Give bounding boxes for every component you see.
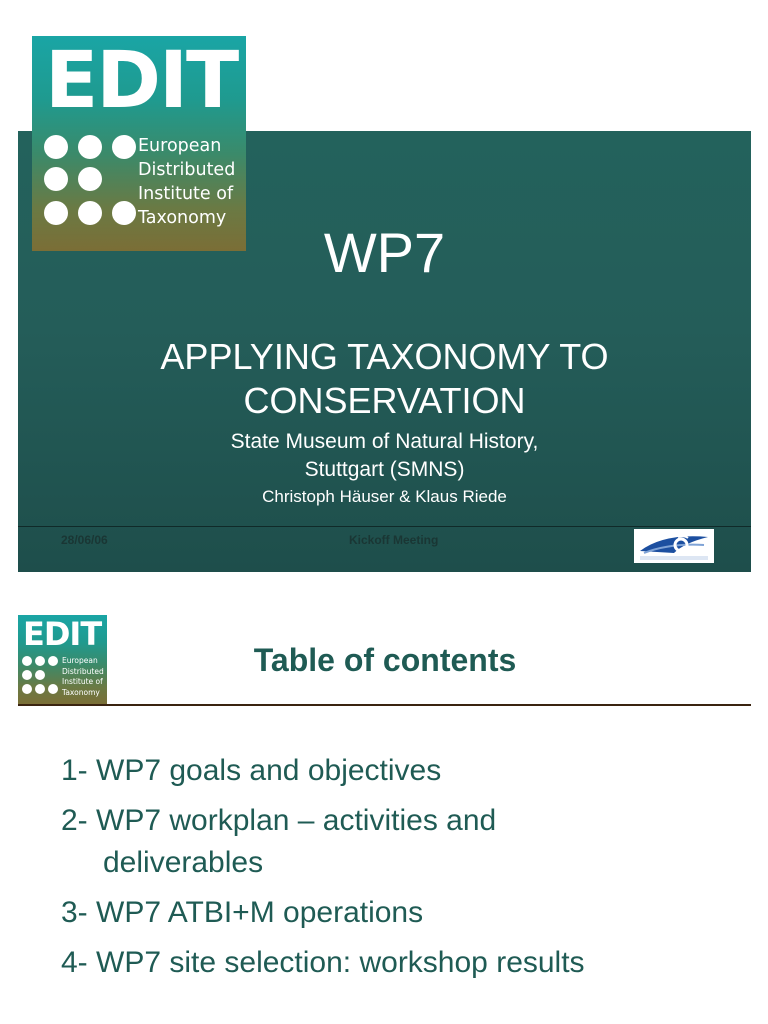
footer-divider [18, 526, 751, 527]
logo-word: EDIT [23, 615, 102, 653]
toc-item-4: 4- WP7 site selection: workshop results [61, 946, 585, 979]
slide-title: WP7 [323, 221, 446, 284]
toc-item-1: 1- WP7 goals and objectives [61, 754, 442, 787]
slide-subtitle-line2: CONSERVATION [243, 380, 526, 421]
institution-line1: State Museum of Natural History, [230, 430, 539, 453]
title-divider [18, 704, 751, 706]
footer-date: 28/06/06 [61, 533, 108, 547]
institution-line2: Stuttgart (SMNS) [304, 458, 465, 481]
slide-subtitle-line1: APPLYING TAXONOMY TO [160, 336, 609, 377]
toc-title: Table of contents [253, 642, 517, 678]
fp6-logo-icon [634, 529, 714, 563]
logo-text: European Distributed Institute of Taxonomy [62, 656, 104, 697]
toc-item-2: 2- WP7 workplan – activities and deliverables [61, 804, 497, 879]
toc-list [61, 750, 751, 992]
authors: Christoph Häuser & Klaus Riede [262, 487, 507, 506]
logo-word: EDIT [45, 36, 238, 126]
logo-text: European Distributed Institute of Taxonomy [138, 136, 236, 228]
edit-logo-small [18, 615, 107, 705]
edit-logo [32, 36, 246, 251]
footer-event: Kickoff Meeting [349, 533, 439, 547]
toc-item-3: 3- WP7 ATBI+M operations [61, 896, 424, 929]
